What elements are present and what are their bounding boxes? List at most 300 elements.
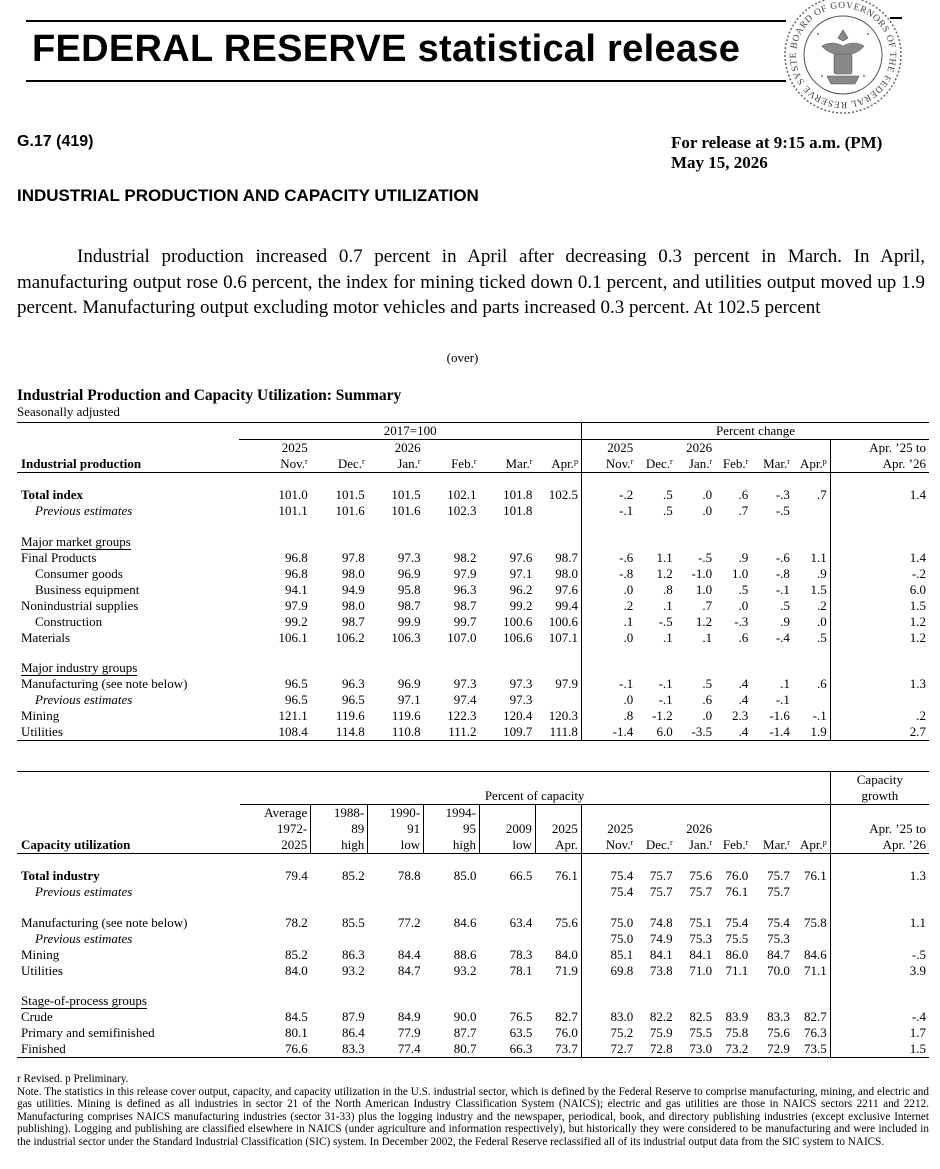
row-label-text: Construction <box>35 613 103 629</box>
table-row <box>17 1025 929 1041</box>
value-cell <box>793 884 830 900</box>
svg-text:BOARD OF GOVERNORS OF THE FEDE: BOARD OF GOVERNORS OF THE FEDERAL RESERVE SYSTE <box>788 0 898 110</box>
value-cell <box>636 900 675 915</box>
value-cell: 1.3 <box>830 868 929 884</box>
value-cell: 101.8 <box>503 487 533 502</box>
cu-month-1-label: Dec. <box>645 837 670 852</box>
value-cell: 100.6 <box>503 613 533 629</box>
value-cell: 96.5 <box>284 676 308 691</box>
value-cell <box>368 993 424 1009</box>
change-month-1 <box>636 456 675 473</box>
value-cell: 106.6 <box>503 629 533 645</box>
cu-month-1 <box>636 837 675 854</box>
value-cell <box>793 534 830 550</box>
row-label <box>17 503 239 519</box>
value-cell <box>535 503 581 519</box>
value-cell: .4 <box>738 676 749 691</box>
value-cell: 98.7 <box>453 597 477 613</box>
hist-header-line1-0: Average <box>264 805 308 820</box>
row-label-text: Primary and semifinished <box>21 1025 155 1040</box>
value-cell: 72.7 <box>581 1041 636 1058</box>
value-cell: 85.2 <box>341 868 365 883</box>
value-cell: .1 <box>662 629 673 645</box>
value-cell <box>581 646 636 661</box>
cu-month-4 <box>751 837 793 854</box>
value-cell: 77.9 <box>397 1025 421 1040</box>
value-cell: .0 <box>702 503 713 518</box>
value-cell: -.1 <box>658 676 673 691</box>
row-label <box>17 534 239 550</box>
month-year-1 <box>636 821 675 837</box>
value-cell <box>311 660 368 676</box>
value-cell: -.1 <box>812 708 827 723</box>
value-cell <box>239 534 310 550</box>
value-cell <box>424 993 480 1009</box>
cu-month-3 <box>715 837 751 854</box>
cu-month-4-label: Mar. <box>763 837 788 852</box>
value-cell <box>636 534 675 550</box>
value-cell: .0 <box>581 692 636 708</box>
row-label <box>17 614 239 630</box>
value-cell: 75.1 <box>689 914 713 930</box>
value-cell: -.5 <box>775 503 790 518</box>
value-cell: 76.5 <box>509 1009 533 1024</box>
index-month-5-label: Apr. <box>551 456 574 471</box>
table-row <box>17 979 929 994</box>
value-cell: 107.0 <box>447 629 477 645</box>
row-label <box>17 692 239 708</box>
index-month-4-mark: r <box>529 457 533 466</box>
value-cell <box>424 660 480 676</box>
row-label-text: Major industry groups <box>21 660 138 675</box>
index-year-2: 2026 <box>394 440 421 455</box>
change-month-4-mark: r <box>787 457 790 466</box>
spacer-cell <box>17 473 239 488</box>
index-month-3-mark: r <box>473 457 477 466</box>
change-month-3-label: Feb. <box>722 456 746 471</box>
value-cell <box>581 979 636 994</box>
value-cell: -.1 <box>581 676 636 692</box>
value-cell: -.2 <box>830 566 929 582</box>
value-cell: 82.7 <box>804 1009 827 1024</box>
value-cell: 96.8 <box>284 549 308 565</box>
capacity-utilization-table <box>17 771 929 1058</box>
change-month-3-mark: r <box>745 457 749 466</box>
cu-month-0-label: Nov. <box>605 837 631 852</box>
value-cell <box>830 646 929 661</box>
value-cell: -.3 <box>734 613 749 629</box>
row-label <box>17 582 239 598</box>
value-cell: 71.1 <box>725 962 749 978</box>
value-cell: .5 <box>662 487 673 502</box>
value-cell <box>751 900 793 915</box>
value-cell: .9 <box>816 565 827 581</box>
value-cell: 84.4 <box>397 946 421 962</box>
value-cell: 84.6 <box>804 946 827 962</box>
value-cell: 86.0 <box>725 946 749 962</box>
value-cell <box>480 979 536 994</box>
value-cell: -.1 <box>581 503 636 519</box>
row-label-text: Previous estimates <box>35 884 133 899</box>
value-cell <box>368 660 424 676</box>
value-cell <box>240 900 311 915</box>
table-row <box>17 550 929 566</box>
hist-header-line1-5 <box>535 805 581 822</box>
table-row <box>17 1009 929 1025</box>
cu-month-2-label: Jan. <box>688 837 710 852</box>
value-cell <box>368 534 424 550</box>
row-label-text: Final Products <box>21 549 97 565</box>
value-cell: 96.2 <box>509 581 533 597</box>
value-cell: 101.0 <box>278 487 308 502</box>
value-cell <box>311 900 368 915</box>
value-cell: 101.8 <box>503 503 533 518</box>
index-year-3 <box>424 440 480 457</box>
value-cell <box>830 534 929 550</box>
value-cell: 76.0 <box>725 868 749 883</box>
value-cell: 75.0 <box>581 915 636 931</box>
value-cell <box>676 979 715 994</box>
value-cell: -.1 <box>658 692 673 707</box>
value-cell <box>581 519 636 534</box>
spacer-cell <box>715 473 751 488</box>
hist-header-line2-4: 2009 <box>480 821 536 837</box>
spacer-cell <box>830 854 929 869</box>
value-cell: .6 <box>816 676 827 691</box>
value-cell <box>676 900 715 915</box>
value-cell: 77.4 <box>368 1041 424 1058</box>
value-cell <box>535 519 581 534</box>
value-cell <box>830 692 929 708</box>
value-cell <box>311 931 368 947</box>
value-cell: .0 <box>702 708 713 723</box>
row-label-text: Mining <box>21 708 60 723</box>
cu-month-2 <box>676 837 715 854</box>
value-cell: .2 <box>581 598 636 614</box>
value-cell <box>793 660 830 676</box>
value-cell: 3.9 <box>830 963 929 979</box>
spacer-row <box>17 854 929 869</box>
spacer-cell <box>480 854 536 869</box>
spacer-cell <box>535 854 581 869</box>
spacer-cell <box>424 854 480 869</box>
release-headline: INDUSTRIAL PRODUCTION AND CAPACITY UTILIZATION <box>17 186 479 205</box>
change-month-5-label: Apr. <box>799 456 823 471</box>
value-cell: 78.2 <box>284 914 308 930</box>
value-cell: -.8 <box>775 565 790 581</box>
value-cell <box>715 900 751 915</box>
month-spacer-3 <box>715 805 751 822</box>
value-cell <box>535 993 581 1009</box>
value-cell <box>636 519 675 534</box>
value-cell: .0 <box>581 582 636 598</box>
value-cell: 1.1 <box>830 915 929 931</box>
value-cell <box>368 646 424 661</box>
value-cell: 1.2 <box>656 565 673 581</box>
row-label-text: Manufacturing (see note below) <box>21 676 188 691</box>
hist-header-line1-1: 1988- <box>311 805 368 822</box>
value-cell: 96.5 <box>341 692 365 707</box>
value-cell: 82.7 <box>555 1009 578 1024</box>
value-cell: .0 <box>816 613 827 629</box>
value-cell: 75.2 <box>581 1025 636 1041</box>
value-cell: 109.7 <box>479 724 535 741</box>
value-cell: 2.7 <box>830 724 929 741</box>
table-row <box>17 534 929 550</box>
value-cell <box>751 660 793 676</box>
value-cell: 95.8 <box>397 581 421 597</box>
value-cell: 101.5 <box>391 487 421 502</box>
value-cell <box>676 993 715 1009</box>
spacer-cell <box>676 854 715 869</box>
index-month-1-mark: r <box>362 457 365 466</box>
value-cell: 85.2 <box>284 946 308 962</box>
value-cell: 106.1 <box>278 629 308 645</box>
row-label <box>17 868 240 884</box>
table-row <box>17 708 929 724</box>
value-cell <box>830 979 929 994</box>
value-cell <box>793 900 830 915</box>
release-time-line: For release at 9:15 a.m. (PM) <box>671 133 883 152</box>
value-cell <box>676 646 715 661</box>
value-cell: .5 <box>662 503 673 518</box>
value-cell: 84.1 <box>689 946 713 962</box>
footnotes <box>17 1073 929 1149</box>
row-label <box>17 550 239 566</box>
value-cell: -1.2 <box>652 708 673 723</box>
index-month-4-label: Mar. <box>505 456 530 471</box>
value-cell: 71.1 <box>804 962 827 978</box>
value-cell <box>424 931 480 947</box>
value-cell: 99.2 <box>284 613 308 629</box>
index-month-2-mark: r <box>417 457 421 466</box>
value-cell: 73.7 <box>535 1041 581 1058</box>
month-year-0: 2025 <box>581 821 636 837</box>
value-cell: .4 <box>715 724 751 741</box>
spacer-cell <box>636 854 675 869</box>
spacer-cell <box>793 854 830 869</box>
row-label <box>17 566 239 582</box>
spacer-cell <box>830 473 929 488</box>
index-month-2-label: Jan. <box>397 456 418 471</box>
value-cell <box>480 931 536 947</box>
index-month-1-label: Dec. <box>337 456 363 471</box>
month-spacer-1 <box>636 805 675 822</box>
value-cell <box>535 534 581 550</box>
value-cell <box>535 692 581 708</box>
index-month-3-label: Feb. <box>451 456 474 471</box>
month-spacer-5 <box>793 805 830 822</box>
index-month-4 <box>479 456 535 473</box>
table-row <box>17 1041 929 1058</box>
value-cell: 2.3 <box>732 708 749 723</box>
value-cell <box>715 534 751 550</box>
value-cell: 119.6 <box>391 708 421 723</box>
change-month-0-label: Nov. <box>605 456 631 471</box>
value-cell <box>581 660 636 676</box>
value-cell: 1.7 <box>830 1025 929 1041</box>
value-cell: 97.6 <box>555 581 578 597</box>
table-row <box>17 963 929 979</box>
value-cell: 78.8 <box>397 868 421 883</box>
value-cell: 76.0 <box>555 1025 578 1040</box>
value-cell: 75.4 <box>767 914 790 930</box>
value-cell: 97.1 <box>509 565 533 581</box>
spacer-cell <box>581 473 636 488</box>
masthead-title: FEDERAL RESERVE statistical release <box>32 28 741 70</box>
value-cell: 85.0 <box>453 868 477 883</box>
row-label <box>17 598 239 614</box>
value-cell: 85.5 <box>341 914 365 930</box>
value-cell: .1 <box>780 676 790 691</box>
hist-header-line1-4 <box>480 805 536 822</box>
value-cell: 84.9 <box>397 1009 421 1024</box>
value-cell: 97.8 <box>341 549 365 565</box>
value-cell <box>239 660 310 676</box>
value-cell: .1 <box>702 629 713 645</box>
value-cell <box>368 979 424 994</box>
change-year-3 <box>715 440 751 457</box>
spacer-cell <box>793 473 830 488</box>
value-cell: 66.5 <box>509 868 533 883</box>
table-row <box>17 947 929 963</box>
value-cell: .0 <box>738 597 749 613</box>
cu-month-1-mark: r <box>670 838 673 847</box>
growth-spacer <box>830 805 929 822</box>
value-cell <box>636 979 675 994</box>
value-cell: -.1 <box>775 692 790 707</box>
value-cell: -.1 <box>775 581 790 597</box>
value-cell: 80.1 <box>284 1025 308 1040</box>
value-cell: 102.3 <box>447 503 477 518</box>
value-cell <box>480 884 536 900</box>
value-cell <box>424 519 480 534</box>
row-label-text: Materials <box>21 629 71 645</box>
value-cell: 75.3 <box>767 930 790 946</box>
value-cell: 75.7 <box>689 884 713 899</box>
value-cell: -.3 <box>775 487 790 502</box>
value-cell <box>751 534 793 550</box>
value-cell <box>830 884 929 900</box>
row-label <box>17 884 240 900</box>
change-year-2: 2026 <box>686 440 713 455</box>
value-cell <box>311 646 368 661</box>
hist-header-line2-5: 2025 <box>535 821 581 837</box>
value-cell: -.5 <box>658 613 673 629</box>
value-cell: 97.1 <box>397 692 421 707</box>
value-cell: 93.2 <box>453 962 477 978</box>
value-cell <box>636 993 675 1009</box>
value-cell <box>715 979 751 994</box>
table-row <box>17 598 929 614</box>
hist-header-line3-1: high <box>311 837 368 854</box>
hist-header-line2-3: 95 <box>424 821 480 837</box>
table-row <box>17 566 929 582</box>
value-cell <box>793 993 830 1009</box>
value-cell: 75.9 <box>649 1025 673 1040</box>
value-cell: -.5 <box>830 947 929 963</box>
cu-month-5-mark: p <box>822 838 827 847</box>
value-cell: 98.0 <box>555 565 578 581</box>
value-cell: 98.7 <box>397 597 421 613</box>
table-row <box>17 724 929 741</box>
value-cell <box>240 884 311 900</box>
value-cell: 106.3 <box>391 629 421 645</box>
value-cell: 75.4 <box>581 884 636 900</box>
header-spacer <box>17 805 240 822</box>
value-cell: 77.2 <box>397 914 421 930</box>
value-cell: 96.9 <box>397 565 421 581</box>
value-cell: 97.3 <box>453 676 477 691</box>
table-row <box>17 900 929 915</box>
value-cell: 97.6 <box>509 549 533 565</box>
value-cell: 98.7 <box>341 613 365 629</box>
summary-subtitle: Seasonally adjusted <box>17 404 120 419</box>
value-cell: 73.5 <box>793 1041 830 1058</box>
table-row <box>17 868 929 884</box>
index-month-3 <box>424 456 480 473</box>
value-cell <box>424 979 480 994</box>
value-cell: 84.7 <box>397 962 421 978</box>
cu-month-4-mark: r <box>787 838 790 847</box>
value-cell: .1 <box>662 597 673 613</box>
spacer-cell <box>535 473 581 488</box>
value-cell: 120.4 <box>503 708 533 723</box>
value-cell <box>793 931 830 947</box>
row-label <box>17 519 239 534</box>
value-cell: 84.5 <box>284 1009 308 1024</box>
value-cell: 75.5 <box>725 930 749 946</box>
value-cell: 82.2 <box>649 1009 673 1024</box>
value-cell: 1.0 <box>695 581 713 597</box>
value-cell: 87.7 <box>453 1025 477 1040</box>
value-cell: 69.8 <box>581 963 636 979</box>
row-label <box>17 708 239 724</box>
value-cell <box>368 900 424 915</box>
value-cell <box>715 519 751 534</box>
spacer-cell <box>751 473 793 488</box>
value-cell <box>311 519 368 534</box>
value-cell: 99.7 <box>453 613 477 629</box>
table-row <box>17 503 929 519</box>
value-cell <box>751 519 793 534</box>
sector-definition-note: Note. The statistics in this release cover output, capacity, and capacity utilization in the U.S. industrial sector, which is defined by the Federal Reserve to comprise manufacturing, mining, and electric and gas utilities. Mining is defined as all industries in sector 21 of the North American Industry Classification System (NAICS); electric and gas utilities are those in NAICS sectors 2211 and 2212. Manufacturing comprises NAICS manufacturing industries (sector 31-33) plus the logging industry and the newspaper, periodical, book, and directory publishing industries (except exclusive Internet publishing). Logging and publishing are classified elsewhere in NAICS (under agriculture and information respectively), but historically they were considered to be manufacturing and were included in the industrial sector under the Standard Industrial Classification (SIC) system. In December 2002, the Federal Reserve reclassified all of its industrial output data from the SIC system to NAICS. <box>17 1085 929 1148</box>
value-cell: 83.3 <box>311 1041 368 1058</box>
index-month-0 <box>239 456 310 473</box>
value-cell: 102.5 <box>548 487 578 502</box>
masthead <box>26 20 786 82</box>
value-cell <box>830 660 929 676</box>
row-label-text: Business equipment <box>35 581 140 597</box>
row-label-text: Major market groups <box>21 533 131 549</box>
value-cell: .8 <box>581 708 636 724</box>
change-month-5 <box>793 456 830 473</box>
value-cell: 114.8 <box>311 724 368 741</box>
value-cell <box>830 931 929 947</box>
value-cell: 1.1 <box>656 549 673 565</box>
value-cell <box>830 503 929 519</box>
cu-month-5 <box>793 837 830 854</box>
value-cell: 75.7 <box>767 868 790 883</box>
masthead-rule-tick <box>890 17 902 19</box>
row-label <box>17 676 239 692</box>
hist-header-line3-2: low <box>368 837 424 854</box>
value-cell: 96.8 <box>284 565 308 581</box>
hist-header-line1-3: 1994- <box>424 805 480 822</box>
capacity-growth-header-line2: growth <box>830 788 929 805</box>
spacer-cell <box>751 854 793 869</box>
value-cell: 70.0 <box>767 962 790 978</box>
